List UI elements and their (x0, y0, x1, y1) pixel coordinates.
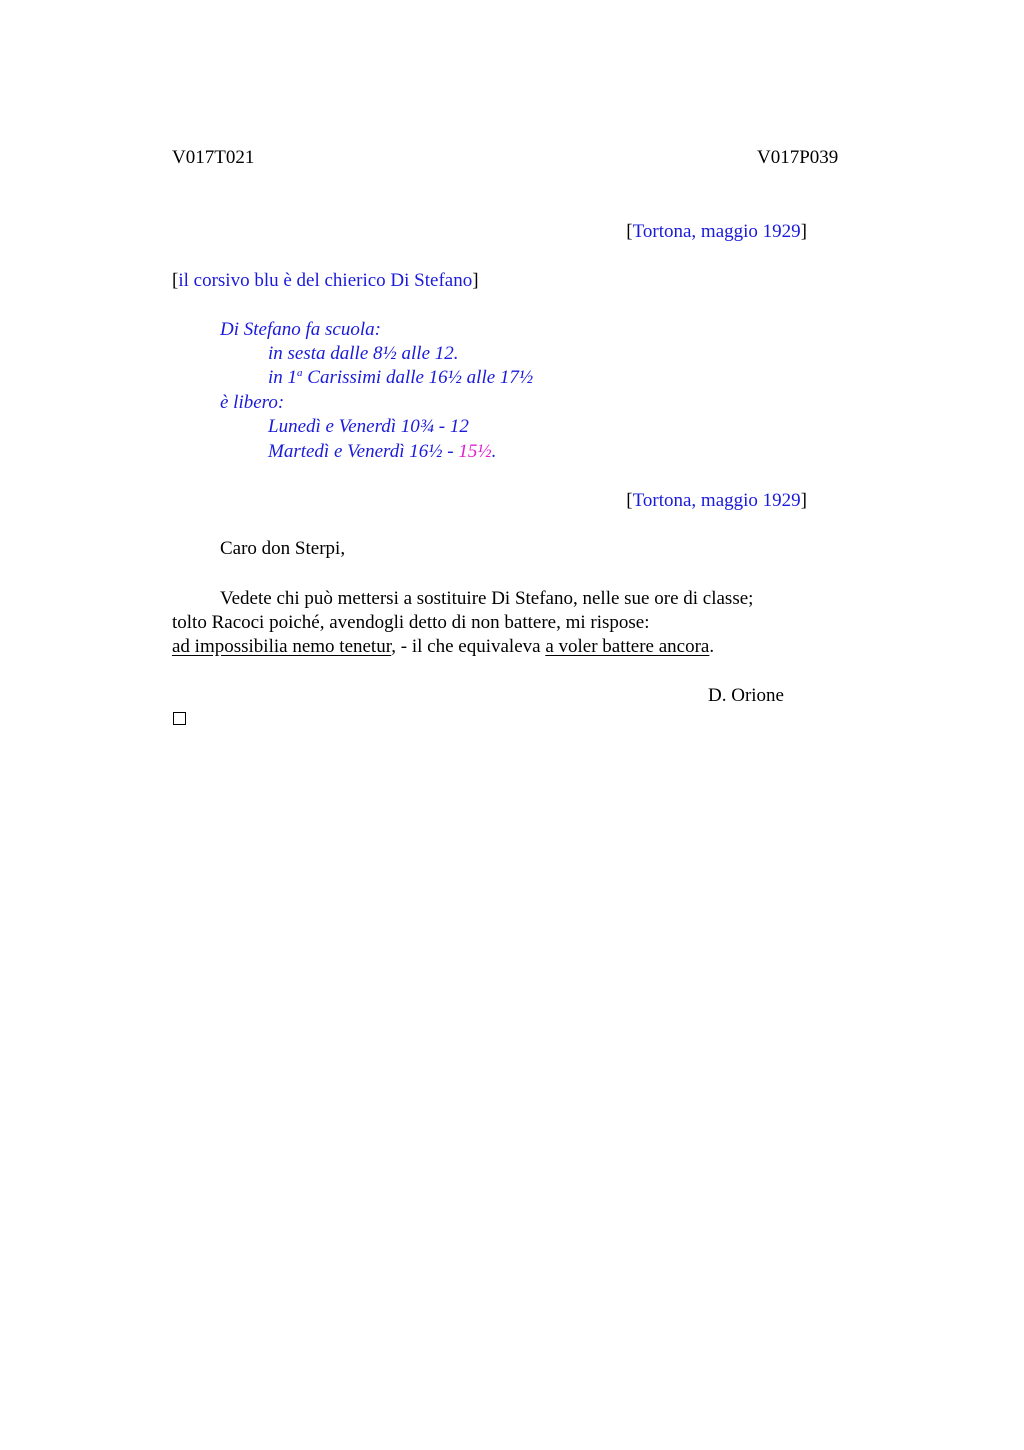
body-line-3: ad impossibilia nemo tenetur, - il che equivaleva a voler battere ancora. (172, 636, 715, 657)
date-line-top: [Tortona, maggio 1929] (626, 221, 807, 242)
schedule-line-1: in sesta dalle 8½ alle 12. (268, 343, 459, 364)
date-line-bottom: [Tortona, maggio 1929] (626, 490, 807, 511)
signature: D. Orione (708, 685, 784, 706)
schedule-free-heading: è libero: (220, 392, 285, 413)
end-marker-square-icon (173, 712, 186, 725)
body-line-1: Vedete chi può mettersi a sostituire Di Stefano, nelle sue ore di classe; (220, 588, 754, 609)
underlined-phrase: a voler battere ancora (545, 636, 710, 657)
header-left-code: V017T021 (172, 147, 255, 168)
body-line-2: tolto Racoci poiché, avendogli detto di non battere, mi rispose: (172, 612, 650, 633)
schedule-heading: Di Stefano fa scuola: (220, 319, 381, 340)
schedule-line-2: in 1$^a$ Carissimi dalle 16½ alle 17½ (268, 367, 534, 388)
date-text: Tortona, maggio 1929 (632, 490, 801, 511)
latin-quote: ad impossibilia nemo tenetur (172, 636, 392, 657)
date-text: Tortona, maggio 1929 (632, 221, 801, 242)
correction-highlight: 15½ (458, 441, 492, 462)
salutation: Caro don Sterpi, (220, 538, 346, 559)
schedule-line-4: Martedì e Venerdì 16½ - 15½. (268, 441, 497, 462)
editorial-note-text: il corsivo blu è del chierico Di Stefano (178, 270, 473, 291)
editorial-note: [il corsivo blu è del chierico Di Stefano] (172, 270, 479, 291)
header-right-code: V017P039 (757, 147, 839, 168)
schedule-line-3: Lunedì e Venerdì 10¾ - 12 (268, 416, 469, 437)
